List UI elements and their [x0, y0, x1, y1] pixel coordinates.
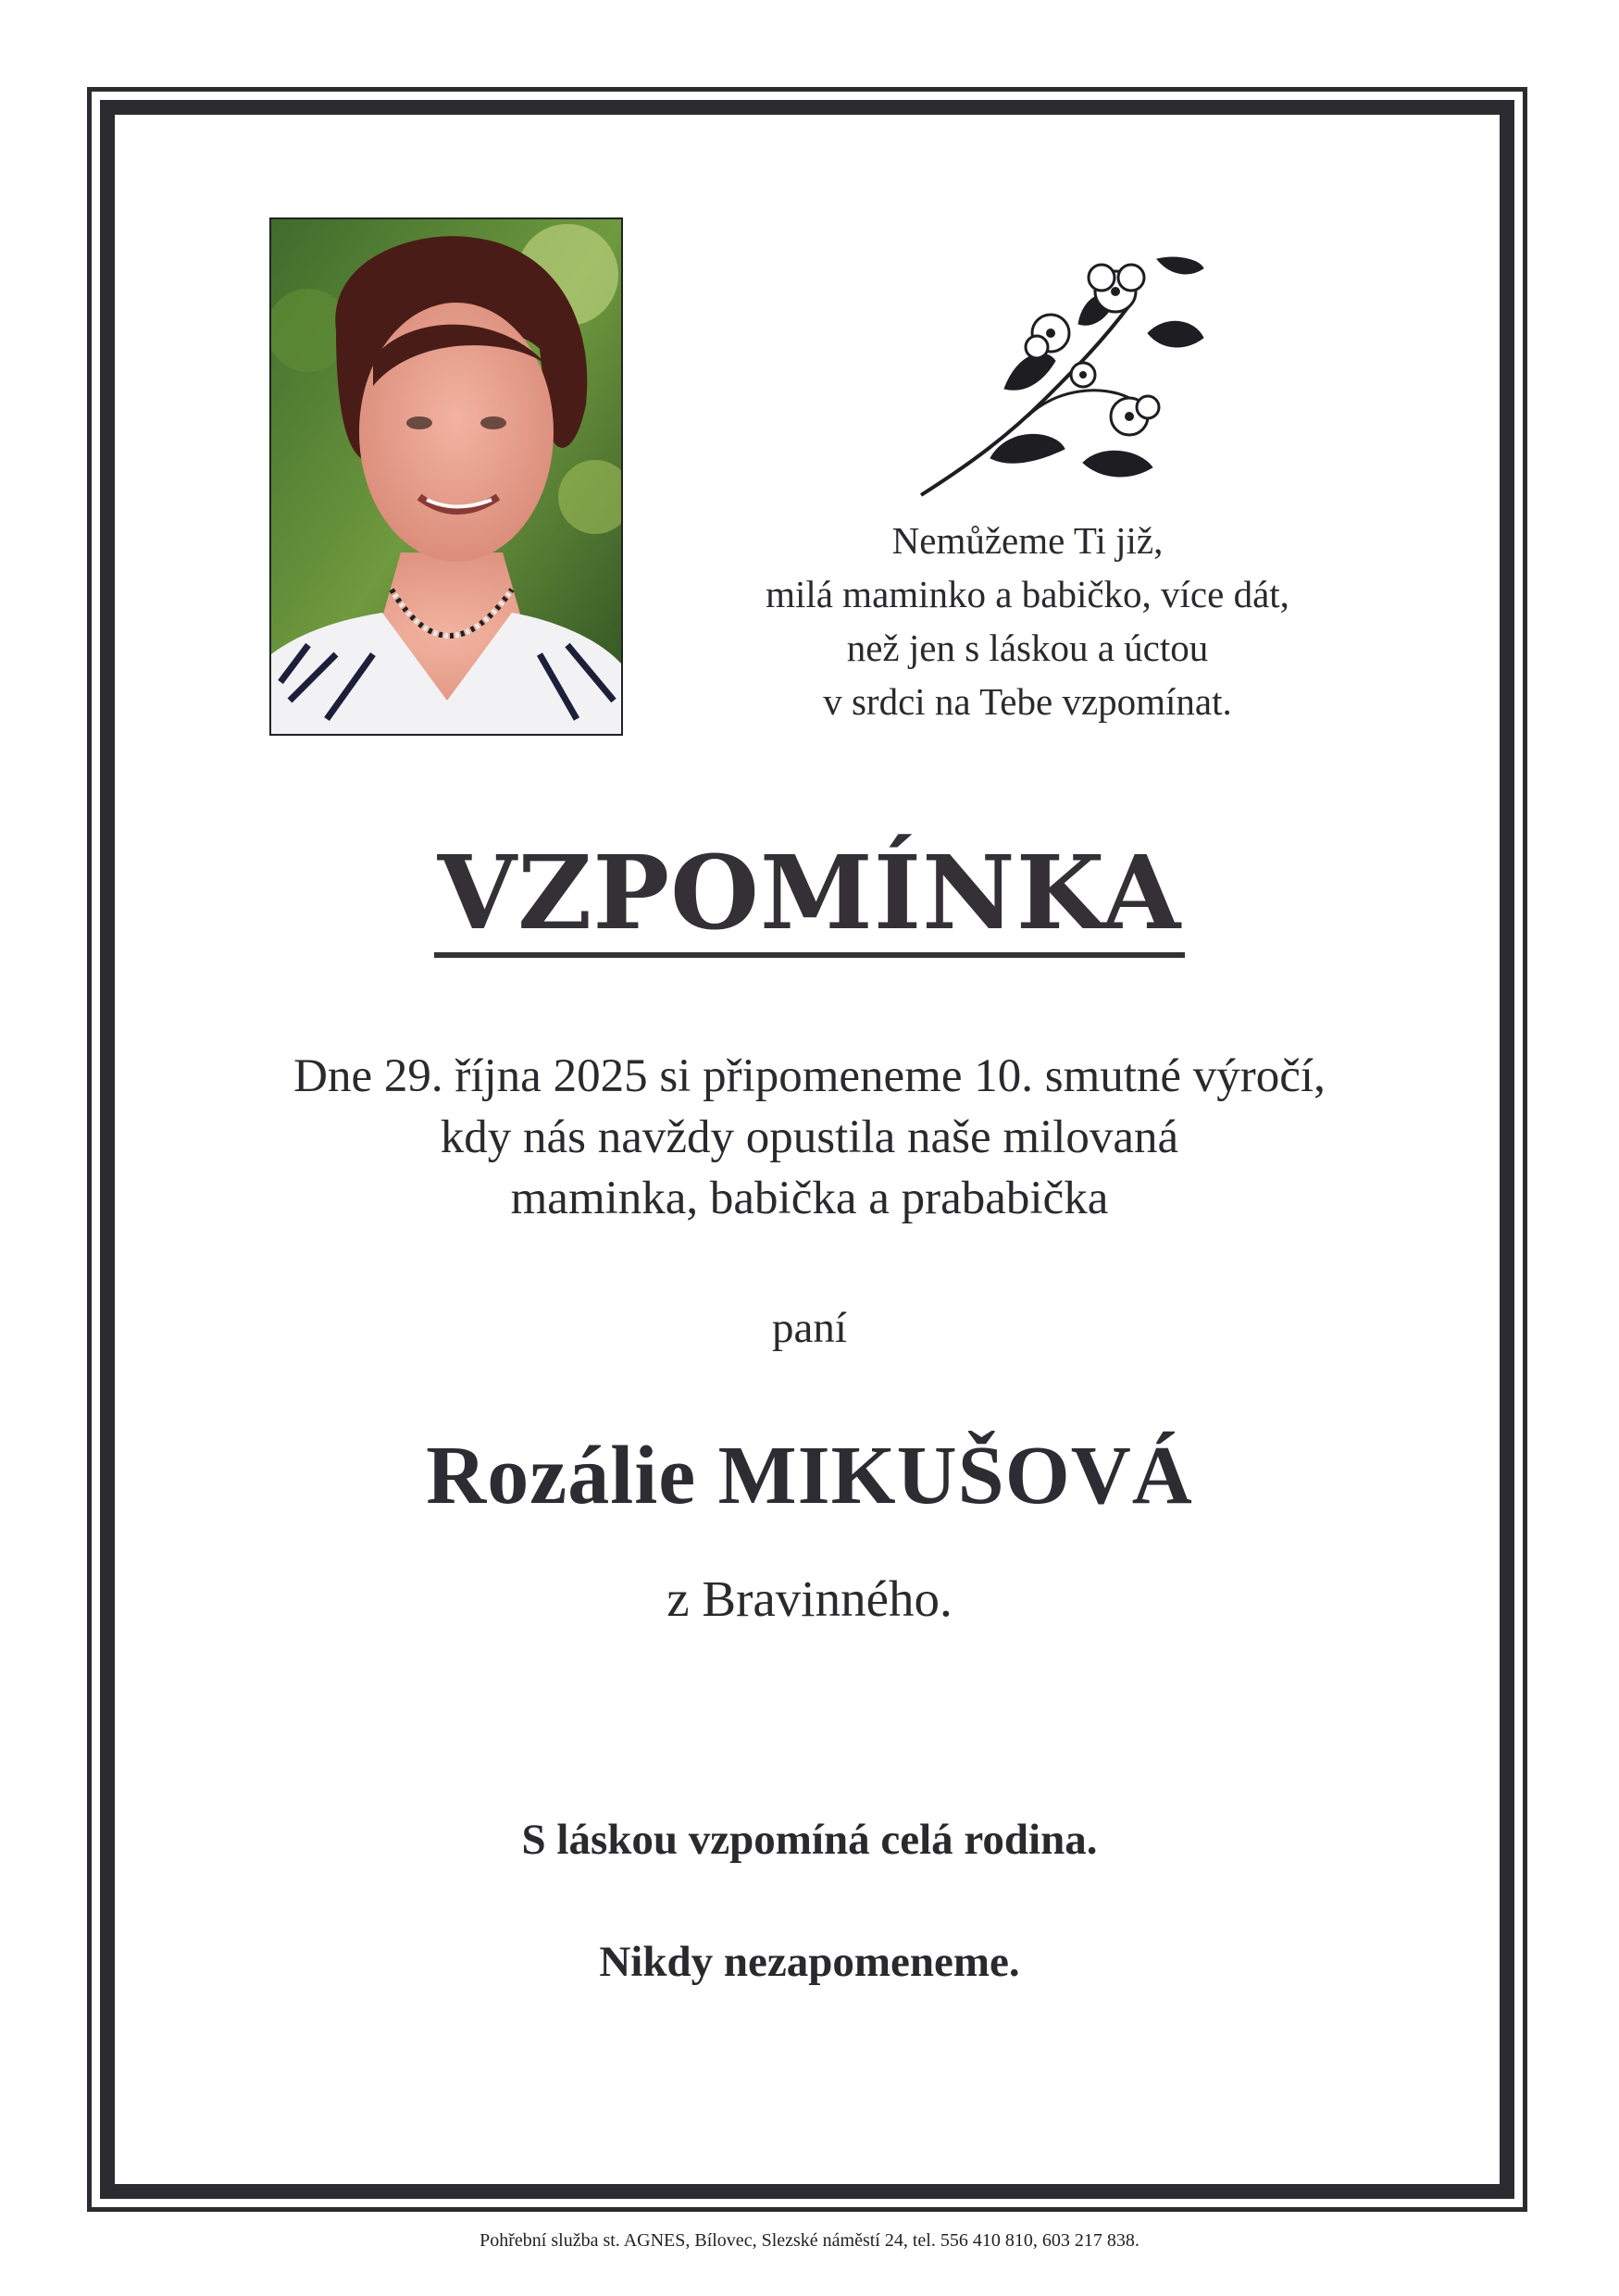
- announcement-line: kdy nás navždy opustila naše milovaná: [440, 1111, 1179, 1163]
- announcement-line: Dne 29. října 2025 si připomeneme 10. smutné výročí,: [293, 1050, 1326, 1102]
- memorial-poem: [666, 514, 1389, 728]
- funeral-service-footer: Pohřební služba st. AGNES, Bílovec, Slezské náměstí 24, tel. 556 410 810, 603 217 838.: [479, 2230, 1140, 2251]
- flower-branch-icon: [916, 250, 1222, 509]
- poem-line: Nemůžeme Ti již,: [891, 519, 1164, 562]
- poem-line: milá maminko a babičko, více dát,: [766, 573, 1289, 615]
- poem-line: než jen s láskou a úctou: [846, 627, 1209, 669]
- title-text: VZPOMÍNKA: [434, 838, 1185, 958]
- announcement: [0, 1046, 1619, 1229]
- family-remembrance: S láskou vzpomíná celá rodina.: [521, 1816, 1098, 1864]
- never-forget-line: Nikdy nezapomeneme.: [599, 1938, 1020, 1986]
- origin-place: z Bravinného.: [666, 1570, 953, 1627]
- page-title: [0, 833, 1619, 958]
- salutation: paní: [772, 1304, 847, 1352]
- poem-line: v srdci na Tebe vzpomínat.: [823, 680, 1232, 723]
- portrait-photo: [269, 217, 623, 736]
- announcement-line: maminka, babička a prababička: [510, 1173, 1109, 1224]
- deceased-name: Rozálie MIKUŠOVÁ: [426, 1430, 1193, 1521]
